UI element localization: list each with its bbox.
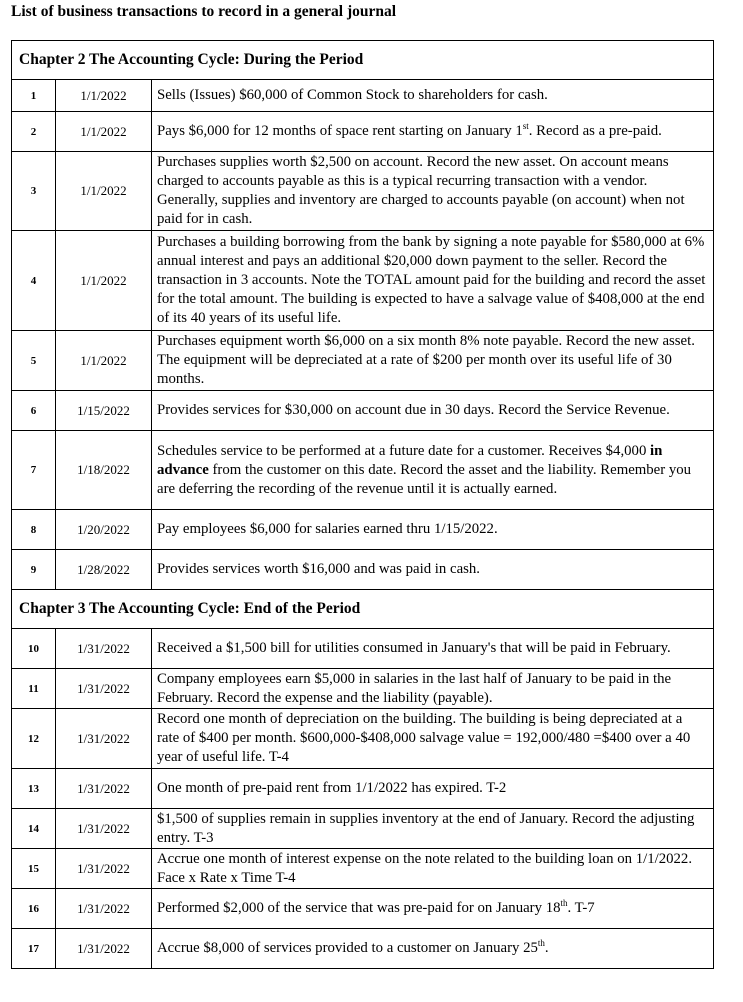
row-number: 6 — [12, 391, 56, 431]
row-number: 8 — [12, 510, 56, 550]
row-number: 7 — [12, 431, 56, 510]
table-row — [12, 152, 714, 231]
table-row — [12, 669, 714, 709]
table-row — [12, 510, 714, 550]
row-date: 1/28/2022 — [56, 550, 152, 590]
section-header-chapter-2 — [12, 41, 714, 80]
row-emphasis: in advance — [157, 442, 663, 478]
document-title: List of business transactions to record in a general journal — [11, 3, 397, 20]
row-description: One month of pre-paid rent from 1/1/2022 has expired. T-2 — [152, 769, 714, 809]
row-date: 1/18/2022 — [56, 431, 152, 510]
table-row — [12, 809, 714, 849]
row-text-part: . — [544, 940, 549, 956]
row-text-part: Pays $6,000 for 12 months of space rent starting on January 1 — [157, 123, 523, 139]
row-text-part: . Record as a pre-paid. — [528, 123, 662, 139]
row-description: Accrue one month of interest expense on the note related to the building loan on 1/1/2022. Face x Rate x Time T-4 — [152, 849, 714, 889]
table-row — [12, 431, 714, 510]
row-date: 1/31/2022 — [56, 669, 152, 709]
table-row — [12, 769, 714, 809]
section-header-chapter-3 — [12, 590, 714, 629]
row-text-part: from the customer on this date. Record the asset and the liability. Remember you are deferring the recording of the revenue until it is actually earned. — [157, 461, 692, 497]
row-number: 17 — [12, 929, 56, 969]
ordinal-suffix: th — [560, 898, 568, 909]
row-text-part: . T-7 — [567, 900, 595, 916]
table-row — [12, 112, 714, 152]
row-number: 11 — [12, 669, 56, 709]
row-text-part: Accrue $8,000 of services provided to a customer on January 25 — [157, 940, 538, 956]
row-description: Purchases a building borrowing from the bank by signing a note payable for $580,000 at 6% annual interest and pays an additional $20,000 down payment to the seller. Record the transaction in 3 accounts. Note the TOTAL amount paid for the building and record the asset for the total amount. The building is expected to have a salvage value of $408,000 at the end of its 40 years of its useful life. — [152, 231, 714, 331]
section-heading: Chapter 2 The Accounting Cycle: During the Period — [12, 41, 714, 80]
row-date: 1/31/2022 — [56, 769, 152, 809]
transactions-table — [11, 40, 714, 969]
row-number: 9 — [12, 550, 56, 590]
row-number: 10 — [12, 629, 56, 669]
row-description: Pay employees $6,000 for salaries earned thru 1/15/2022. — [152, 510, 714, 550]
row-number: 16 — [12, 889, 56, 929]
row-date: 1/31/2022 — [56, 889, 152, 929]
row-date: 1/1/2022 — [56, 231, 152, 331]
table-row — [12, 331, 714, 391]
row-date: 1/1/2022 — [56, 80, 152, 112]
table-row — [12, 889, 714, 929]
row-description: Received a $1,500 bill for utilities consumed in January's that will be paid in February. — [152, 629, 714, 669]
row-number: 5 — [12, 331, 56, 391]
row-description: Record one month of depreciation on the building. The building is being depreciated at a rate of $400 per month. $600,000-$408,000 salvage value = 192,000/480 =$400 over a 40 year of useful life. T-4 — [152, 709, 714, 769]
row-description: Company employees earn $5,000 in salaries in the last half of January to be paid in the February. Record the expense and the liability (payable). — [152, 669, 714, 709]
row-date: 1/31/2022 — [56, 849, 152, 889]
table-row — [12, 929, 714, 969]
ordinal-suffix: th — [537, 938, 545, 949]
table-row — [12, 550, 714, 590]
row-number: 15 — [12, 849, 56, 889]
row-number: 1 — [12, 80, 56, 112]
row-date: 1/20/2022 — [56, 510, 152, 550]
row-number: 12 — [12, 709, 56, 769]
section-heading: Chapter 3 The Accounting Cycle: End of the Period — [12, 590, 714, 629]
row-number: 3 — [12, 152, 56, 231]
row-date: 1/31/2022 — [56, 709, 152, 769]
row-date: 1/15/2022 — [56, 391, 152, 431]
row-number: 13 — [12, 769, 56, 809]
row-number: 4 — [12, 231, 56, 331]
row-number: 14 — [12, 809, 56, 849]
row-description: Purchases supplies worth $2,500 on account. Record the new asset. On account means charged to accounts payable as this is a typical recurring transaction with a vendor. Generally, supplies and inventory are charged to accounts payable (on account) when not paid for in cash. — [152, 152, 714, 231]
table-row — [12, 231, 714, 331]
row-description: Sells (Issues) $60,000 of Common Stock to shareholders for cash. — [152, 80, 714, 112]
row-description — [152, 889, 714, 929]
row-date: 1/1/2022 — [56, 331, 152, 391]
row-description — [152, 929, 714, 969]
table-row — [12, 849, 714, 889]
row-number: 2 — [12, 112, 56, 152]
row-date: 1/31/2022 — [56, 809, 152, 849]
row-description: Provides services for $30,000 on account due in 30 days. Record the Service Revenue. — [152, 391, 714, 431]
row-description — [152, 431, 714, 510]
row-description: $1,500 of supplies remain in supplies inventory at the end of January. Record the adjusting entry. T-3 — [152, 809, 714, 849]
ordinal-suffix: st — [522, 121, 529, 132]
row-description: Provides services worth $16,000 and was paid in cash. — [152, 550, 714, 590]
row-description: Purchases equipment worth $6,000 on a six month 8% note payable. Record the new asset. The equipment will be depreciated at a rate of $200 per month over its useful life of 30 months. — [152, 331, 714, 391]
table-row — [12, 80, 714, 112]
row-date: 1/1/2022 — [56, 152, 152, 231]
row-date: 1/31/2022 — [56, 629, 152, 669]
row-text-part: Schedules service to be performed at a future date for a customer. Receives $4,000 — [157, 442, 651, 459]
row-text-part: Performed $2,000 of the service that was pre-paid for on January 18 — [157, 900, 561, 916]
row-date: 1/1/2022 — [56, 112, 152, 152]
table-row — [12, 629, 714, 669]
table-row — [12, 391, 714, 431]
table-row — [12, 709, 714, 769]
row-date: 1/31/2022 — [56, 929, 152, 969]
row-description — [152, 112, 714, 152]
